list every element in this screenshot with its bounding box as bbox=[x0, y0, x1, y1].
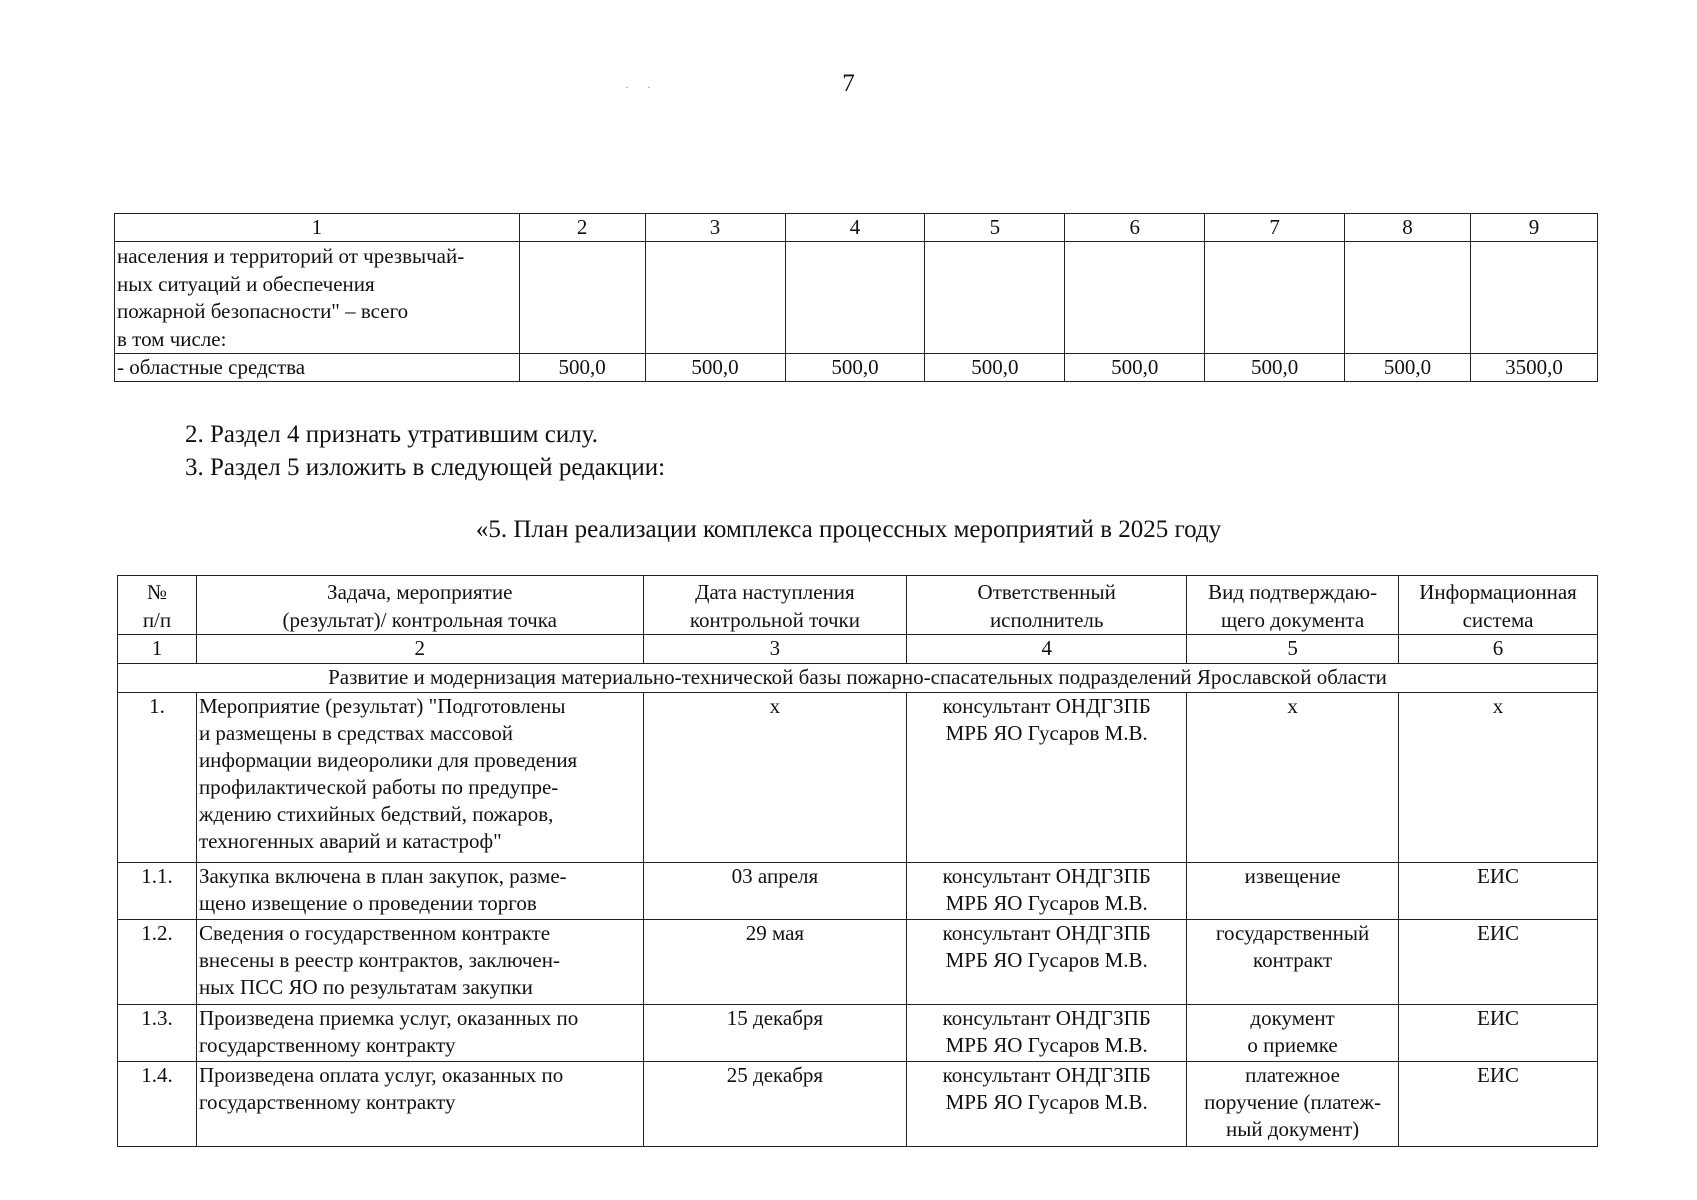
row-date: 03 апреля bbox=[643, 863, 907, 920]
column-number: 4 bbox=[785, 214, 925, 242]
column-number: 3 bbox=[643, 635, 907, 664]
row-document: х bbox=[1187, 693, 1399, 863]
row-system: ЕИС bbox=[1399, 1005, 1598, 1062]
text-line: в том числе: bbox=[117, 326, 227, 351]
header-task: Задача, мероприятие (результат)/ контрольная точка bbox=[196, 576, 643, 635]
column-number: 4 bbox=[907, 635, 1187, 664]
value-cell: 500,0 bbox=[1065, 354, 1205, 382]
row-task: Сведения о государственном контракте внесены в реестр контрактов, заключен- ных ПСС ЯО по результатам закупки bbox=[196, 920, 643, 1005]
header-document: Вид подтверждаю- щего документа bbox=[1187, 576, 1399, 635]
table-row bbox=[118, 920, 1598, 1005]
column-number: 2 bbox=[196, 635, 643, 664]
header-executor: Ответственный исполнитель bbox=[907, 576, 1187, 635]
row-date: х bbox=[643, 693, 907, 863]
row-task: Мероприятие (результат) "Подготовлены и размещены в средствах массовой информации видеоролики для проведения профилактической работы по предупре- ждению стихийных бедствий, пожаров, техногенных аварий и катастроф" bbox=[196, 693, 643, 863]
row-number: 1.2. bbox=[118, 920, 197, 1005]
row-number: 1. bbox=[118, 693, 197, 863]
value-cell: 500,0 bbox=[925, 354, 1065, 382]
funding-table-header-row bbox=[115, 214, 1598, 242]
funding-description-row bbox=[115, 242, 1598, 354]
value-cell: 500,0 bbox=[1345, 354, 1471, 382]
section-title: «5. План реализации комплекса процессных мероприятий в 2025 году bbox=[475, 516, 1222, 543]
column-number: 7 bbox=[1205, 214, 1345, 242]
value-cell: 500,0 bbox=[645, 354, 785, 382]
column-number: 1 bbox=[118, 635, 197, 664]
column-number: 1 bbox=[115, 214, 520, 242]
row-document: государственный контракт bbox=[1187, 920, 1399, 1005]
row-executor: консультант ОНДГЗПБ МРБ ЯО Гусаров М.В. bbox=[907, 863, 1187, 920]
row-executor: консультант ОНДГЗПБ МРБ ЯО Гусаров М.В. bbox=[907, 920, 1187, 1005]
column-number: 3 bbox=[645, 214, 785, 242]
row-document: извещение bbox=[1187, 863, 1399, 920]
row-system: ЕИС bbox=[1399, 920, 1598, 1005]
header-number: № п/п bbox=[118, 576, 197, 635]
scan-artifact: · · bbox=[625, 80, 651, 94]
column-number: 5 bbox=[925, 214, 1065, 242]
row-document: документ о приемке bbox=[1187, 1005, 1399, 1062]
value-cell: 500,0 bbox=[519, 354, 645, 382]
header-system: Информационная система bbox=[1399, 576, 1598, 635]
row-task: Произведена приемка услуг, оказанных по государственному контракту bbox=[196, 1005, 643, 1062]
text-line: ных ситуаций и обеспечения bbox=[117, 271, 375, 296]
value-cell: 500,0 bbox=[785, 354, 925, 382]
column-number: 6 bbox=[1065, 214, 1205, 242]
text-line: пожарной безопасности" – всего bbox=[117, 299, 409, 323]
column-number: 2 bbox=[519, 214, 645, 242]
paragraph-section4: 2. Раздел 4 признать утратившим силу. bbox=[185, 421, 598, 448]
column-number: 9 bbox=[1470, 214, 1597, 242]
plan-table-header-row bbox=[118, 576, 1598, 635]
total-value-cell: 3500,0 bbox=[1470, 354, 1597, 382]
plan-group-row bbox=[118, 664, 1598, 693]
row-system: х bbox=[1399, 693, 1598, 863]
paragraph-section5: 3. Раздел 5 изложить в следующей редакции: bbox=[185, 454, 666, 481]
plan-table-column-numbers bbox=[118, 635, 1598, 664]
row-executor: консультант ОНДГЗПБ МРБ ЯО Гусаров М.В. bbox=[907, 1062, 1187, 1147]
row-executor: консультант ОНДГЗПБ МРБ ЯО Гусаров М.В. bbox=[907, 693, 1187, 863]
row-number: 1.4. bbox=[118, 1062, 197, 1147]
plan-table bbox=[117, 575, 1598, 1147]
table-row bbox=[118, 1062, 1598, 1147]
row-number: 1.3. bbox=[118, 1005, 197, 1062]
page-number: 7 bbox=[842, 70, 855, 97]
row-system: ЕИС bbox=[1399, 1062, 1598, 1147]
row-document: платежное поручение (платеж- ный документ) bbox=[1187, 1062, 1399, 1147]
group-title: Развитие и модернизация материально-технической базы пожарно-спасательных подразделений Ярославской области bbox=[118, 664, 1598, 693]
row-task: Произведена оплата услуг, оказанных по государственному контракту bbox=[196, 1062, 643, 1147]
row-executor: консультант ОНДГЗПБ МРБ ЯО Гусаров М.В. bbox=[907, 1005, 1187, 1062]
row-task: Закупка включена в план закупок, разме- щено извещение о проведении торгов bbox=[196, 863, 643, 920]
table-row bbox=[118, 1005, 1598, 1062]
column-number: 5 bbox=[1187, 635, 1399, 664]
value-cell: 500,0 bbox=[1205, 354, 1345, 382]
column-number: 6 bbox=[1399, 635, 1598, 664]
row-system: ЕИС bbox=[1399, 863, 1598, 920]
funding-description-cell bbox=[115, 242, 520, 354]
row-date: 25 декабря bbox=[643, 1062, 907, 1147]
table-row bbox=[118, 863, 1598, 920]
text-line: населения и территорий от чрезвычай- bbox=[117, 244, 465, 268]
row-number: 1.1. bbox=[118, 863, 197, 920]
funding-table bbox=[114, 213, 1598, 382]
funding-values-row bbox=[115, 354, 1598, 382]
table-row bbox=[118, 693, 1598, 863]
row-label: - областные средства bbox=[115, 354, 520, 382]
row-date: 29 мая bbox=[643, 920, 907, 1005]
header-date: Дата наступления контрольной точки bbox=[643, 576, 907, 635]
row-date: 15 декабря bbox=[643, 1005, 907, 1062]
column-number: 8 bbox=[1345, 214, 1471, 242]
